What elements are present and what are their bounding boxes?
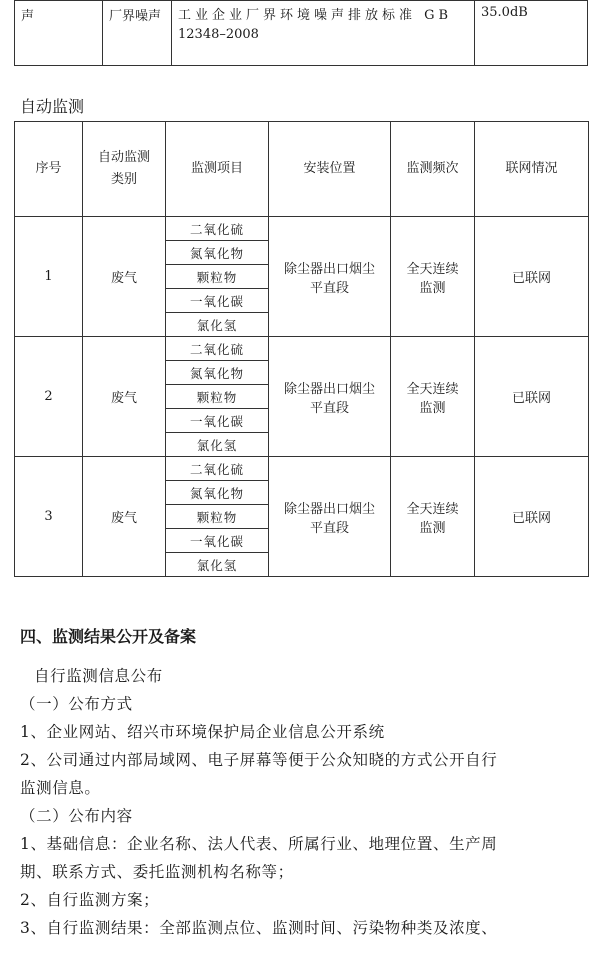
row-type: 废气 bbox=[83, 457, 166, 577]
row-item: 氯化氢 bbox=[166, 313, 269, 337]
disclosure-body bbox=[20, 662, 590, 942]
table-row bbox=[15, 1, 588, 66]
subheading-1: （一）公布方式 bbox=[20, 695, 133, 713]
row-item: 一氧化碳 bbox=[166, 409, 269, 433]
standard-cell bbox=[172, 1, 475, 66]
row-type: 废气 bbox=[83, 217, 166, 337]
header-network: 联网情况 bbox=[475, 122, 589, 217]
table-row bbox=[15, 337, 589, 361]
location-line2: 平直段 bbox=[309, 400, 349, 416]
row-item: 二氧化硫 bbox=[166, 337, 269, 361]
intro-line: 自行监测信息公布 bbox=[34, 667, 163, 685]
row-item: 一氧化碳 bbox=[166, 529, 269, 553]
row-item: 氯化氢 bbox=[166, 433, 269, 457]
row-item: 氯化氢 bbox=[166, 553, 269, 577]
standard-text: 工业企业厂界环境噪声排放标准 GB bbox=[178, 8, 453, 23]
row-index: 3 bbox=[15, 457, 83, 577]
frequency-line2: 监测 bbox=[419, 400, 446, 416]
row-item: 颗粒物 bbox=[166, 505, 269, 529]
location-line2: 平直段 bbox=[309, 280, 349, 296]
table-row bbox=[15, 217, 589, 241]
row-location bbox=[269, 457, 391, 577]
location-line2: 平直段 bbox=[309, 520, 349, 536]
row-network: 已联网 bbox=[475, 217, 589, 337]
frequency-line1: 全天连续 bbox=[406, 381, 459, 397]
header-index: 序号 bbox=[15, 122, 83, 217]
frequency-line2: 监测 bbox=[419, 520, 446, 536]
frequency-line1: 全天连续 bbox=[406, 501, 459, 517]
row-item: 二氧化硫 bbox=[166, 457, 269, 481]
header-location: 安装位置 bbox=[269, 122, 391, 217]
row-location bbox=[269, 337, 391, 457]
frequency-line1: 全天连续 bbox=[406, 261, 459, 277]
row-item: 氮氧化物 bbox=[166, 361, 269, 385]
row-item: 二氧化硫 bbox=[166, 217, 269, 241]
subheading-2: （二）公布内容 bbox=[20, 807, 133, 825]
header-type-text: 自动监测类别 bbox=[97, 150, 150, 187]
row-index: 2 bbox=[15, 337, 83, 457]
row-network: 已联网 bbox=[475, 457, 589, 577]
header-item: 监测项目 bbox=[166, 122, 269, 217]
row-item: 颗粒物 bbox=[166, 385, 269, 409]
section-4-heading: 四、监测结果公开及备案 bbox=[20, 627, 197, 646]
noise-standard-table bbox=[14, 0, 588, 66]
location-line1: 除尘器出口烟尘 bbox=[283, 501, 375, 517]
row-item: 氮氧化物 bbox=[166, 481, 269, 505]
row-item: 颗粒物 bbox=[166, 265, 269, 289]
table-row bbox=[15, 457, 589, 481]
category-cell: 声 bbox=[15, 1, 103, 66]
row-network: 已联网 bbox=[475, 337, 589, 457]
auto-monitor-table bbox=[14, 121, 589, 577]
row-index: 1 bbox=[15, 217, 83, 337]
row-frequency bbox=[391, 217, 475, 337]
paragraph-3a: 1、基础信息：企业名称、法人代表、所属行业、地理位置、生产周 bbox=[20, 835, 498, 853]
location-line1: 除尘器出口烟尘 bbox=[283, 261, 375, 277]
frequency-line2: 监测 bbox=[419, 280, 446, 296]
row-frequency bbox=[391, 337, 475, 457]
paragraph-4: 2、自行监测方案； bbox=[20, 891, 160, 909]
auto-monitor-title: 自动监测 bbox=[20, 97, 85, 116]
row-location bbox=[269, 217, 391, 337]
header-frequency: 监测频次 bbox=[391, 122, 475, 217]
location-line1: 除尘器出口烟尘 bbox=[283, 381, 375, 397]
paragraph-2b: 监测信息。 bbox=[20, 779, 101, 797]
limit-cell: 35.0dB bbox=[475, 1, 588, 66]
paragraph-1: 1、企业网站、绍兴市环境保护局企业信息公开系统 bbox=[20, 723, 385, 741]
location-cell: 厂界噪声 bbox=[103, 1, 172, 66]
paragraph-3b: 期、联系方式、委托监测机构名称等； bbox=[20, 863, 294, 881]
paragraph-5: 3、自行监测结果：全部监测点位、监测时间、污染物种类及浓度、 bbox=[20, 919, 498, 937]
table-header-row bbox=[15, 122, 589, 217]
header-type bbox=[83, 122, 166, 217]
row-frequency bbox=[391, 457, 475, 577]
standard-code: 12348–2008 bbox=[178, 27, 259, 42]
paragraph-2a: 2、公司通过内部局域网、电子屏幕等便于公众知晓的方式公开自行 bbox=[20, 751, 498, 769]
row-item: 一氧化碳 bbox=[166, 289, 269, 313]
row-type: 废气 bbox=[83, 337, 166, 457]
row-item: 氮氧化物 bbox=[166, 241, 269, 265]
